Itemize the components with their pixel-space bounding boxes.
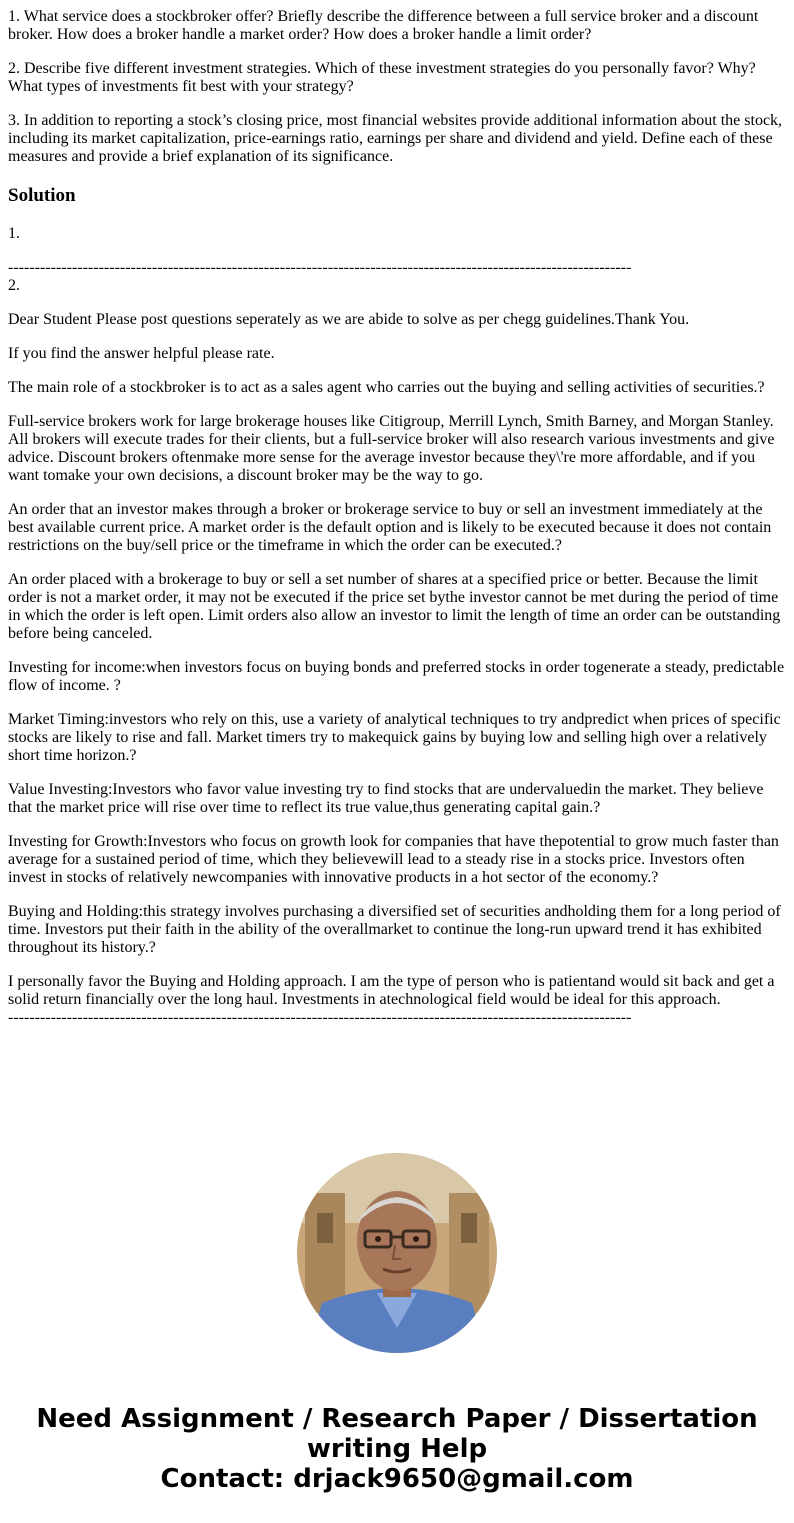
- divider-top: ---------------------------------------------------------------------------------------------------------------------: [8, 259, 632, 276]
- answer-paragraph: I personally favor the Buying and Holding approach. I am the type of person who is patientand would sit back and get a solid return financially over the long haul. Investments in atechnological field would be ideal for this approach.: [8, 973, 775, 1008]
- answer-paragraph: Full-service brokers work for large brokerage houses like Citigroup, Merrill Lynch, Smith Barney, and Morgan Stanley. All brokers will execute trades for their clients, but a full-service broker will also research various investments and give advice. Discount brokers oftenmake more sense for the average investor because they\'re more affordable, and if you want tomake your own decisions, a discount broker may be the way to go.: [8, 413, 775, 484]
- solution-heading: Solution: [8, 185, 76, 206]
- answer-paragraph: Buying and Holding:this strategy involves purchasing a diversified set of securities andholding them for a long period of time. Investors put their faith in the ability of the overallmarket to continue the long-run upward trend it has exhibited throughout its history.?: [8, 903, 781, 956]
- answer-paragraph: The main role of a stockbroker is to act as a sales agent who carries out the buying and selling activities of securities.?: [8, 379, 765, 396]
- contact-banner: [0, 1404, 794, 1494]
- cta-line-1: Need Assignment / Research Paper / Dissertation: [36, 1404, 758, 1434]
- question-2: 2. Describe five different investment strategies. Which of these investment strategies do you personally favor? Why? What types of investments fit best with your strategy?: [8, 60, 756, 95]
- author-avatar: [297, 1153, 497, 1353]
- answer-label-2: 2.: [8, 277, 20, 294]
- answer-paragraph: Investing for Growth:Investors who focus on growth look for companies that have thepotential to grow much faster than average for a sustained period of time, which they believewill lead to a steady rise in a stocks price. Investors often invest in stocks of relatively newcompanies with innovative products in a hot sector of the economy.?: [8, 833, 779, 886]
- answer-paragraph: Dear Student Please post questions seperately as we are abide to solve as per chegg guidelines.Thank You.: [8, 311, 690, 328]
- answer-paragraph: If you find the answer helpful please rate.: [8, 345, 275, 362]
- answer-paragraph: An order that an investor makes through a broker or brokerage service to buy or sell an investment immediately at the best available current price. A market order is the default option and is likely to be executed because it does not contain restrictions on the buy/sell price or the timeframe in which the order can be executed.?: [8, 501, 772, 554]
- answer-paragraph: Investing for income:when investors focus on buying bonds and preferred stocks in order togenerate a steady, predictable flow of income. ?: [8, 659, 785, 694]
- answer-paragraph: Market Timing:investors who rely on this, use a variety of analytical techniques to try andpredict when prices of specific stocks are likely to rise and fall. Market timers try to makequick gains by buying low and selling high over a relatively short time horizon.?: [8, 711, 781, 764]
- document-body: [8, 0, 786, 1027]
- question-3: 3. In addition to reporting a stock’s closing price, most financial websites provide additional information about the stock, including its market capitalization, price-earnings ratio, earnings per share and dividend and yield. Define each of these measures and provide a brief explanation of its significance.: [8, 112, 783, 165]
- answer-paragraph: Value Investing:Investors who favor value investing try to find stocks that are undervaluedin the market. They believe that the market price will rise over time to reflect its true value,thus generating capital gain.?: [8, 781, 764, 816]
- divider-bottom: ---------------------------------------------------------------------------------------------------------------------: [8, 1009, 632, 1026]
- cta-line-2: writing Help: [306, 1434, 488, 1464]
- question-1: 1. What service does a stockbroker offer? Briefly describe the difference between a full service broker and a discount broker. How does a broker handle a market order? How does a broker handle a limit order?: [8, 8, 759, 43]
- answer-paragraph: An order placed with a brokerage to buy or sell a set number of shares at a specified price or better. Because the limit order is not a market order, it may not be executed if the price set bythe investor cannot be met during the period of time in which the order is left open. Limit orders also allow an investor to limit the length of time an order can be outstanding before being canceled.: [8, 571, 781, 642]
- answer-label-1: 1.: [8, 225, 20, 242]
- cta-contact-email: Contact: drjack9650@gmail.com: [160, 1464, 634, 1494]
